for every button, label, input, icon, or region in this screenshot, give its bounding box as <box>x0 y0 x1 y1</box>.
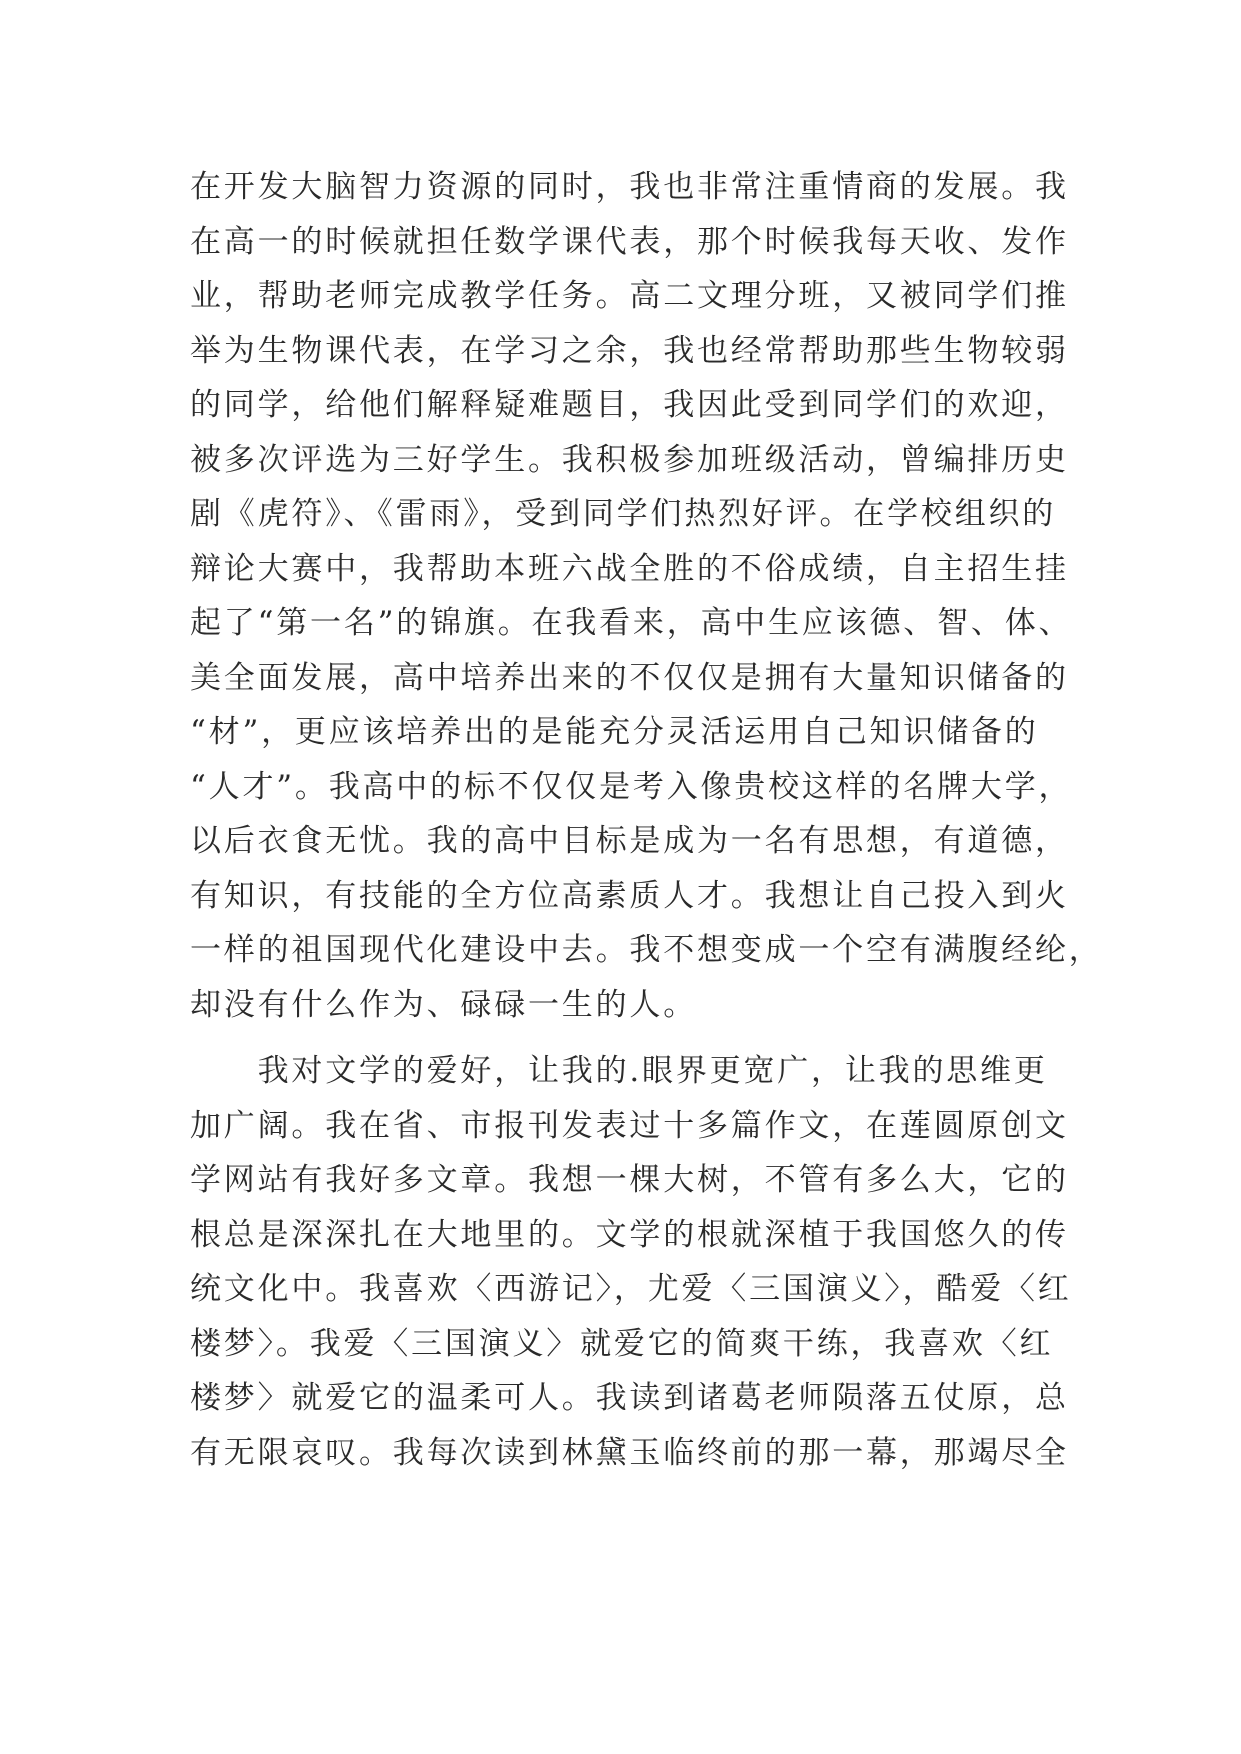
text-line: “人才”。我高中的标不仅仅是考入像贵校这样的名牌大学， <box>190 768 1073 805</box>
text-line: 统文化中。我喜欢〈西游记〉，尤爱〈三国演义〉，酷爱〈红 <box>190 1271 1072 1307</box>
text-line: 在高一的时候就担任数学课代表，那个时候我每天收、发作 <box>190 223 1069 260</box>
paragraph <box>190 160 1103 1032</box>
text-line: 楼梦〉。我爱〈三国演义〉就爱它的简爽干练，我喜欢〈红 <box>190 1325 1054 1362</box>
body-text <box>190 160 1103 1480</box>
paragraph <box>190 1044 1070 1480</box>
text-line: 加广阔。我在省、市报刊发表过十多篇作文，在莲圆原创文 <box>190 1107 1069 1144</box>
text-line: 在开发大脑智力资源的同时，我也非常注重情商的发展。我 <box>190 169 1069 205</box>
text-line: “材”，更应该培养出的是能充分灵活运用自己知识储备的 <box>190 714 1039 750</box>
text-line: 业，帮助老师完成教学任务。高二文理分班，又被同学们推 <box>190 278 1069 314</box>
text-line: 美全面发展，高中培养出来的不仅仅是拥有大量知识储备的 <box>190 659 1069 696</box>
text-line: 辩论大赛中，我帮助本班六战全胜的不俗成绩，自主招生挂 <box>190 550 1069 587</box>
text-line: 举为生物课代表，在学习之余，我也经常帮助那些生物较弱 <box>190 332 1069 369</box>
text-line: 却没有什么作为、碌碌一生的人。 <box>190 986 697 1023</box>
text-line: 一样的祖国现代化建设中去。我不想变成一个空有满腹经纶， <box>190 932 1103 968</box>
text-line: 我对文学的爱好，让我的.眼界更宽广，让我的思维更 <box>190 1053 1048 1089</box>
text-line: 楼梦〉就爱它的温柔可人。我读到诸葛老师陨落五仗原，总 <box>190 1380 1069 1416</box>
text-line: 以后衣食无忧。我的高中目标是成为一名有思想，有道德， <box>190 823 1069 859</box>
text-line: 起了“第一名”的锦旗。在我看来，高中生应该德、智、体、 <box>190 605 1073 641</box>
text-line: 被多次评选为三好学生。我积极参加班级活动，曾编排历史 <box>190 441 1069 478</box>
text-line: 学网站有我好多文章。我想一棵大树，不管有多么大，它的 <box>190 1162 1069 1198</box>
text-line: 有知识，有技能的全方位高素质人才。我想让自己投入到火 <box>190 877 1069 914</box>
text-line: 根总是深深扎在大地里的。文学的根就深植于我国悠久的传 <box>190 1216 1069 1253</box>
text-line: 剧《虎符》、《雷雨》，受到同学们热烈好评。在学校组织的 <box>190 496 1057 532</box>
text-line: 有无限哀叹。我每次读到林黛玉临终前的那一幕，那竭尽全 <box>190 1434 1069 1471</box>
paragraph-spacing <box>190 1032 1070 1044</box>
text-line: 的同学，给他们解释疑难题目，我因此受到同学们的欢迎， <box>190 387 1069 423</box>
